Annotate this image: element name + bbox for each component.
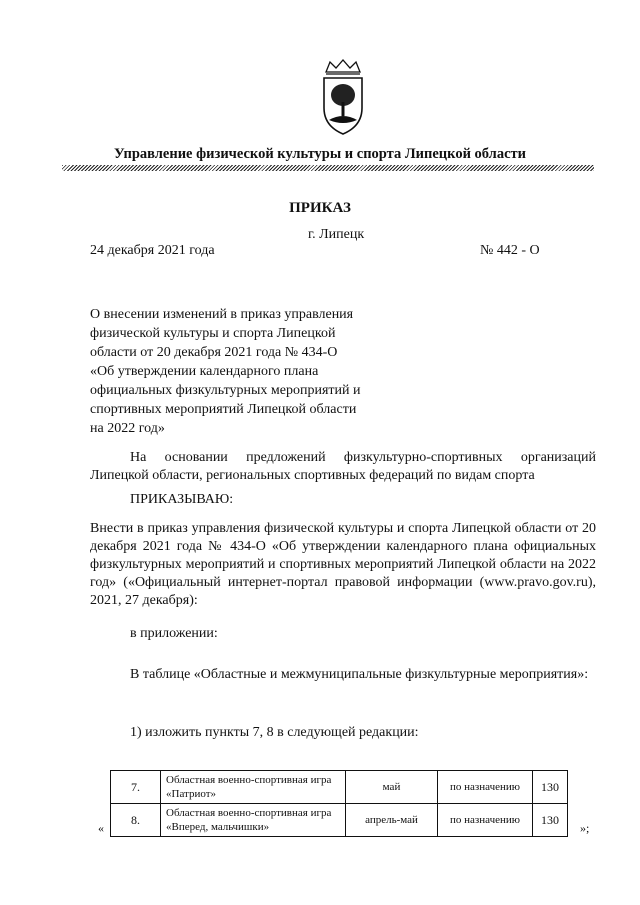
document-number: № 442 - О bbox=[480, 243, 540, 258]
subject-line: на 2022 год» bbox=[90, 421, 165, 436]
table-intro-paragraph: В таблице «Областные и межмуниципальные физкультурные мероприятия»: bbox=[130, 667, 589, 682]
subject-line: О внесении изменений в приказ управления bbox=[90, 307, 354, 322]
table-open-quote: « bbox=[98, 821, 104, 835]
event-responsible: по назначению bbox=[438, 804, 533, 837]
document-date: 24 декабря 2021 года bbox=[90, 243, 215, 258]
organization-name: Управление физической культуры и спорта Липецкой области bbox=[114, 146, 526, 162]
event-responsible: по назначению bbox=[438, 771, 533, 804]
subject-line: области от 20 декабря 2021 года № 434-О bbox=[90, 345, 338, 360]
event-name: Областная военно-спортивная игра «Патриот» bbox=[161, 771, 346, 804]
participant-count: 130 bbox=[533, 771, 568, 804]
subject-line: «Об утверждении календарного плана bbox=[90, 364, 319, 379]
order-word: ПРИКАЗЫВАЮ: bbox=[130, 492, 234, 507]
events-table bbox=[110, 770, 568, 837]
subject-line: спортивных мероприятий Липецкой области bbox=[90, 402, 357, 417]
main-paragraph: Внести в приказ управления физической культуры и спорта Липецкой области от 20 декабря 2021 года № 434-О «Об утверждении календарного плана официальных физкультурных мероприятий и спортивных мероприятий Липецкой области на 2022 год» («Официальный интернет-портал правовой информации (www.pravo.gov.ru), 2021, 27 декабря): bbox=[90, 521, 596, 608]
basis-paragraph: На основании предложений физкультурно-спортивных организаций Липецкой области, региональных спортивных федераций по видам спорта bbox=[90, 450, 596, 483]
subject-line: физической культуры и спорта Липецкой bbox=[90, 326, 336, 341]
in-appendix-text: в приложении: bbox=[130, 626, 218, 641]
table-row bbox=[111, 771, 568, 804]
table-close-quote: »; bbox=[580, 821, 590, 835]
participant-count: 130 bbox=[533, 804, 568, 837]
coat-of-arms-icon bbox=[318, 58, 368, 136]
event-month: апрель-май bbox=[346, 804, 438, 837]
event-name: Областная военно-спортивная игра «Вперед, мальчишки» bbox=[161, 804, 346, 837]
row-number: 7. bbox=[111, 771, 161, 804]
row-number: 8. bbox=[111, 804, 161, 837]
subject-line: официальных физкультурных мероприятий и bbox=[90, 383, 361, 398]
header-divider bbox=[62, 165, 594, 171]
event-month: май bbox=[346, 771, 438, 804]
table-row bbox=[111, 804, 568, 837]
document-city: г. Липецк bbox=[308, 227, 365, 242]
item-one-text: 1) изложить пункты 7, 8 в следующей редакции: bbox=[130, 725, 419, 740]
document-type: ПРИКАЗ bbox=[289, 200, 351, 216]
